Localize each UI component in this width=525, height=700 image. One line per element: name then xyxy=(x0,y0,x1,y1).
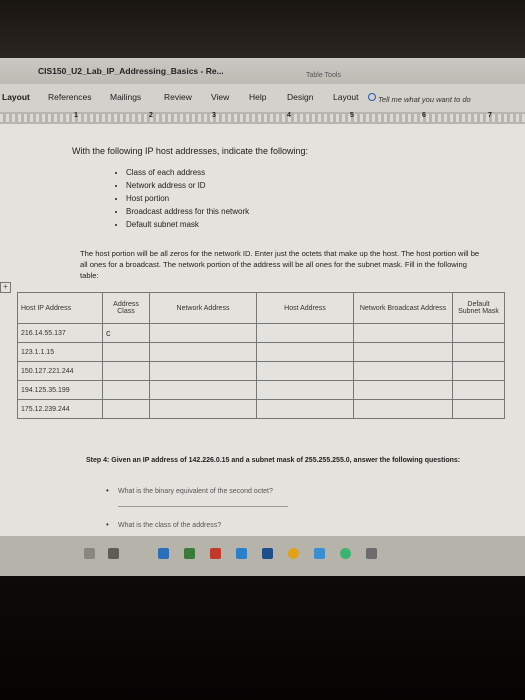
tab-help[interactable]: Help xyxy=(249,92,267,102)
table-header-row xyxy=(18,293,505,324)
tab-review[interactable]: Review xyxy=(164,92,192,102)
list-item: • Host portion xyxy=(126,192,249,205)
table-cell[interactable]: c xyxy=(103,324,150,343)
app-icon[interactable] xyxy=(262,548,273,559)
table-cell[interactable] xyxy=(103,343,150,362)
table-cell[interactable]: 123.1.1.15 xyxy=(18,343,103,362)
excel-app-icon[interactable] xyxy=(184,548,195,559)
app-icon[interactable] xyxy=(366,548,377,559)
table-cell[interactable] xyxy=(354,324,453,343)
table-cell[interactable] xyxy=(103,362,150,381)
chrome-icon[interactable] xyxy=(288,548,299,559)
table-cell[interactable]: 194.125.35.199 xyxy=(18,381,103,400)
question-2: What is the class of the address? xyxy=(118,522,222,529)
table-cell[interactable] xyxy=(354,362,453,381)
ruler-number: 7 xyxy=(488,112,492,119)
table-cell[interactable] xyxy=(453,362,505,381)
table-cell[interactable] xyxy=(257,381,354,400)
ruler-number: 3 xyxy=(212,112,216,119)
column-header[interactable]: Host Address xyxy=(257,293,354,324)
search-icon[interactable] xyxy=(84,548,95,559)
title-bar xyxy=(0,58,525,84)
edge-browser-icon[interactable] xyxy=(236,548,247,559)
ruler-number: 2 xyxy=(149,112,153,119)
list-item: • Broadcast address for this network xyxy=(126,205,249,218)
answer-line[interactable] xyxy=(118,506,288,507)
app-icon[interactable] xyxy=(340,548,351,559)
table-row xyxy=(18,381,505,400)
ruler-number: 4 xyxy=(287,112,291,119)
table-cell[interactable] xyxy=(453,324,505,343)
ribbon-tabs xyxy=(0,84,525,112)
column-header[interactable]: Network Address xyxy=(150,293,257,324)
column-header[interactable]: Address Class xyxy=(103,293,150,324)
horizontal-ruler[interactable] xyxy=(0,112,525,124)
table-cell[interactable] xyxy=(354,381,453,400)
powerpoint-app-icon[interactable] xyxy=(210,548,221,559)
tab-design[interactable]: Design xyxy=(287,92,314,102)
tab-references[interactable]: References xyxy=(48,92,92,102)
tab-mailings[interactable]: Mailings xyxy=(110,92,142,102)
table-cell[interactable] xyxy=(150,343,257,362)
table-cell[interactable] xyxy=(150,381,257,400)
table-cell[interactable] xyxy=(150,324,257,343)
table-cell[interactable] xyxy=(257,324,354,343)
table-cell[interactable] xyxy=(453,343,505,362)
app-icon[interactable] xyxy=(314,548,325,559)
question-1: What is the binary equivalent of the second octet? xyxy=(118,488,273,495)
table-cell[interactable] xyxy=(257,362,354,381)
table-cell[interactable]: 216.14.55.137 xyxy=(18,324,103,343)
table-cell[interactable] xyxy=(257,343,354,362)
ruler-ticks xyxy=(0,114,525,122)
tab-table-layout[interactable]: Layout xyxy=(333,92,359,102)
tell-me-input[interactable]: Tell me what you want to do xyxy=(378,95,471,104)
list-item: • Default subnet mask xyxy=(126,218,249,231)
tab-view[interactable]: View xyxy=(211,92,230,102)
table-cell[interactable] xyxy=(150,362,257,381)
monitor-bezel-top xyxy=(0,0,525,58)
list-item: • Class of each address xyxy=(126,166,249,179)
instructions-paragraph: The host portion will be all zeros for the network ID. Enter just the octets that make up the host. The host portion will be all ones for a broadcast. The network portion of the address will be all ones for the subnet mask. Fill in the following table: xyxy=(80,249,480,280)
table-cell[interactable] xyxy=(453,381,505,400)
taskbar xyxy=(0,536,525,576)
table-row xyxy=(18,362,505,381)
list-item: • Network address or ID xyxy=(126,179,249,192)
document-title: CIS150_U2_Lab_IP_Addressing_Basics - Re... xyxy=(38,66,224,76)
table-cell[interactable] xyxy=(354,343,453,362)
table-cell[interactable]: 175.12.239.244 xyxy=(18,400,103,419)
column-header[interactable]: Network Broadcast Address xyxy=(354,293,453,324)
table-cell[interactable] xyxy=(354,400,453,419)
column-header[interactable]: Host IP Address xyxy=(18,293,103,324)
word-app-icon[interactable] xyxy=(158,548,169,559)
table-cell[interactable] xyxy=(150,400,257,419)
task-view-icon[interactable] xyxy=(108,548,119,559)
monitor-bezel-bottom xyxy=(0,576,525,700)
word-window xyxy=(0,58,525,576)
table-cell[interactable]: 150.127.221.244 xyxy=(18,362,103,381)
tab-layout[interactable]: Layout xyxy=(2,92,30,102)
search-icon[interactable] xyxy=(368,93,376,101)
ruler-number: 6 xyxy=(422,112,426,119)
ip-address-table xyxy=(17,292,505,419)
table-row xyxy=(18,400,505,419)
table-cell[interactable] xyxy=(257,400,354,419)
table-row xyxy=(18,324,505,343)
ruler-number: 5 xyxy=(350,112,354,119)
column-header[interactable]: Default Subnet Mask xyxy=(453,293,505,324)
table-cell[interactable] xyxy=(453,400,505,419)
bullet-dot: • xyxy=(106,520,109,529)
table-cell[interactable] xyxy=(103,381,150,400)
bullet-dot: • xyxy=(106,486,109,495)
table-cell[interactable] xyxy=(103,400,150,419)
step-4-text: Step 4: Given an IP address of 142.226.0.15 and a subnet mask of 255.255.255.0, answer the following questions: xyxy=(86,457,461,464)
task-list xyxy=(108,166,249,231)
table-tools-label: Table Tools xyxy=(306,72,341,79)
table-row xyxy=(18,343,505,362)
instructions-heading: With the following IP host addresses, indicate the following: xyxy=(72,146,308,156)
table-move-handle-icon[interactable]: + xyxy=(0,282,11,293)
ruler-number: 1 xyxy=(74,112,78,119)
document-page[interactable] xyxy=(0,124,525,576)
